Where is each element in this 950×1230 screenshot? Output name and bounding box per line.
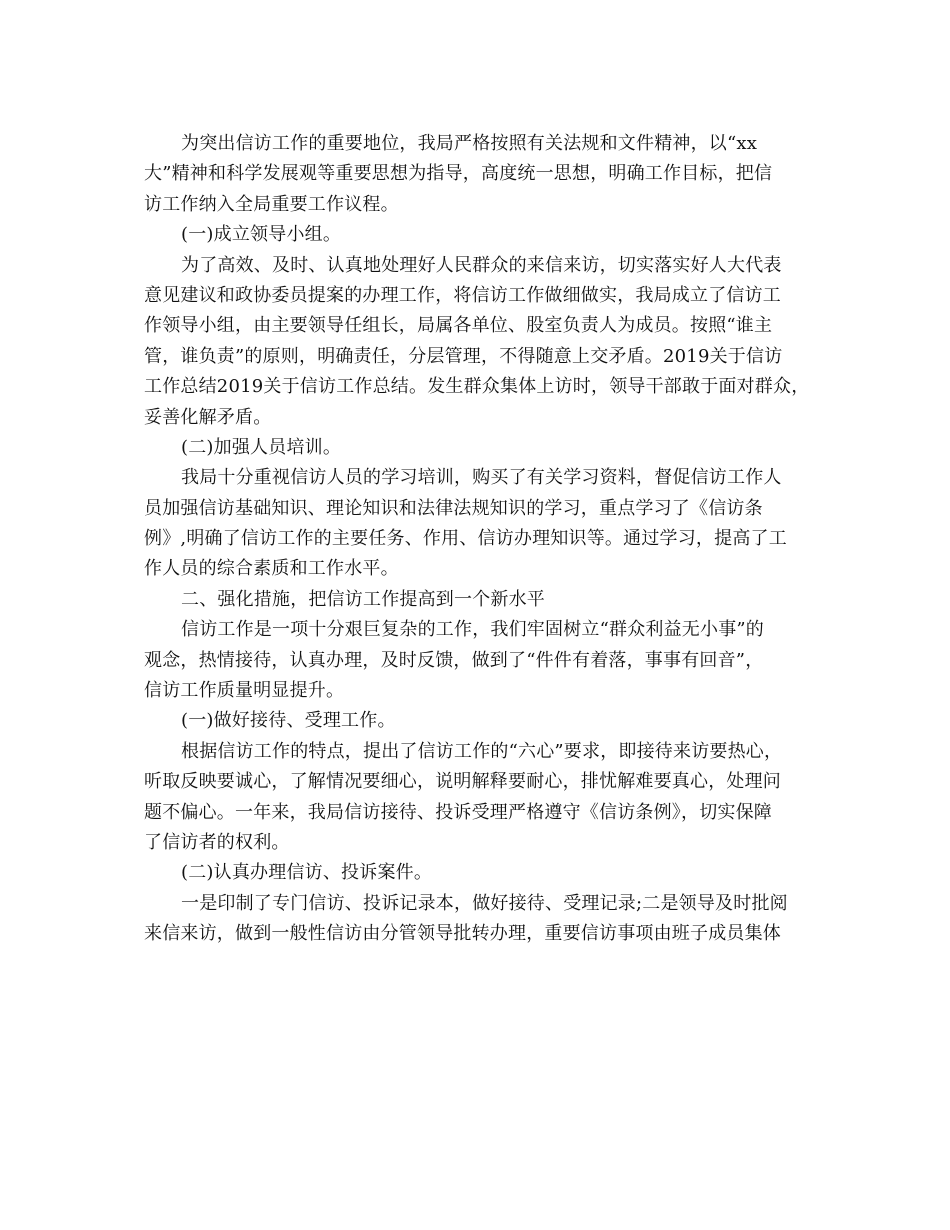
text-line: 妥善化解矛盾。: [144, 406, 272, 428]
document-body: [144, 129, 812, 950]
text-line: 信访工作是一项十分艰巨复杂的工作，我们牢固树立“群众利益无小事”的: [181, 619, 765, 641]
text-line: 来信来访，做到一般性信访由分管领导批转办理，重要信访事项由班子成员集体: [144, 923, 781, 945]
text-line: 管，谁负责”的原则，明确责任，分层管理，不得随意上交矛盾。2019关于信访: [144, 345, 783, 367]
text-line: 员加强信访基础知识、理论知识和法律法规知识的学习，重点学习了《信访条: [144, 497, 763, 519]
text-line: 题不偏心。一年来，我局信访接待、投诉受理严格遵守《信访条例》，切实保障: [144, 801, 772, 823]
text-line: 作领导小组，由主要领导任组长，局属各单位、股室负责人为成员。按照“谁主: [144, 315, 773, 337]
text-line: (一)成立领导小组。: [181, 224, 342, 246]
text-line: 观念，热情接待，认真办理，及时反馈，做到了“件件有着落，事事有回音”，: [144, 649, 764, 671]
text-line: 为了高效、及时、认真地处理好人民群众的来信来访，切实落实好人大代表: [181, 254, 782, 276]
text-line: 工作总结2019关于信访工作总结。发生群众集体上访时，领导干部敢于面对群众，: [144, 376, 810, 398]
text-line: 作人员的综合素质和工作水平。: [144, 558, 399, 580]
text-line: 根据信访工作的特点，提出了信访工作的“六心”要求，即接待来访要热心，: [181, 740, 783, 762]
text-line: 信访工作质量明显提升。: [144, 680, 345, 702]
text-line: (二)加强人员培训。: [181, 436, 342, 458]
text-line: 大”精神和科学发展观等重要思想为指导，高度统一思想，明确工作目标，把信: [144, 163, 773, 185]
text-line: 为突出信访工作的重要地位，我局严格按照有关法规和文件精神，以“xx: [181, 133, 758, 154]
text-line: 二、强化措施，把信访工作提高到一个新水平: [181, 588, 545, 610]
text-line: 一是印制了专门信访、投诉记录本，做好接待、受理记录;二是领导及时批阅: [181, 892, 788, 914]
text-line: (一)做好接待、受理工作。: [181, 710, 396, 732]
text-line: 了信访者的权利。: [144, 831, 290, 853]
text-line: (二)认真办理信访、投诉案件。: [181, 862, 433, 884]
text-line: 意见建议和政协委员提案的办理工作，将信访工作做细做实，我局成立了信访工: [144, 284, 781, 306]
text-line: 访工作纳入全局重要工作议程。: [144, 193, 399, 215]
text-line: 我局十分重视信访人员的学习培训，购买了有关学习资料，督促信访工作人: [181, 467, 782, 489]
text-line: 例》,明确了信访工作的主要任务、作用、信访办理知识等。通过学习，提高了工: [144, 528, 787, 550]
text-line: 听取反映要诚心，了解情况要细心，说明解释要耐心，排忧解难要真心，处理问: [144, 771, 781, 793]
